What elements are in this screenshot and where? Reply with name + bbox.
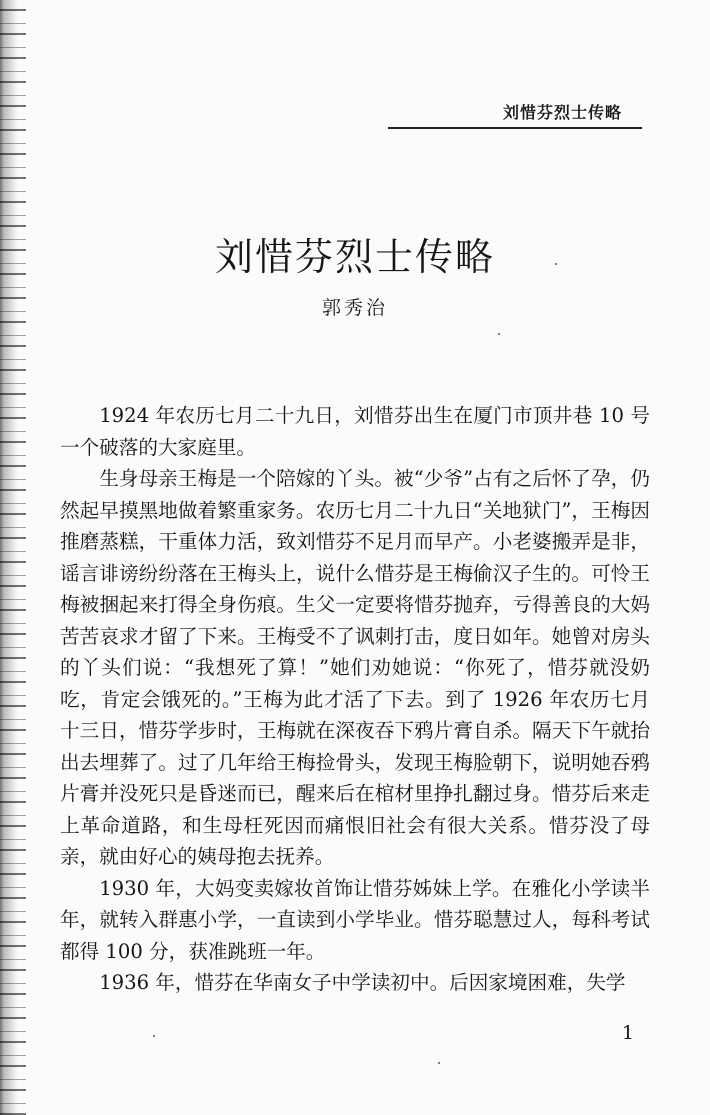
scan-speck	[153, 1035, 155, 1037]
article-title: 刘惜芬烈士传略	[214, 235, 495, 279]
paragraph: 1924 年农历七月二十九日，刘惜芬出生在厦门市顶井巷 10 号一个破落的大家庭里。	[60, 404, 650, 459]
article-body	[60, 400, 650, 999]
article-author: 郭秀治	[321, 297, 388, 319]
scan-speck	[438, 1062, 440, 1064]
paragraph: 1930 年，大妈变卖嫁妆首饰让惜芬姊妹上学。在雅化小学读半年，就转入群惠小学，一直读到小学毕业。惜芬聪慧过人，每科考试都得 100 分，获准跳班一年。	[60, 876, 650, 963]
scan-speck	[555, 263, 557, 265]
running-header-title: 刘惜芬烈士传略	[502, 103, 622, 122]
scan-speck	[498, 333, 500, 335]
scan-binding-edge	[0, 0, 26, 1115]
header-rule	[388, 127, 642, 129]
paragraph: 生身母亲王梅是一个陪嫁的丫头。被“少爷”占有之后怀了孕，仍然起早摸黑地做着繁重家务。农历七月二十九日“关地狱门”，王梅因推磨蒸糕，干重体力活，致刘惜芬不足月而早产。小老婆搬弄是非，谣言诽谤纷纷落在王梅头上，说什么惜芬是王梅偷汉子生的。可怜王梅被捆起来打得全身伤痕。生父一定要将惜芬抛弃，亏得善良的大妈苦苦哀求才留了下来。王梅受不了讽刺打击，度日如年。她曾对房头的丫头们说：“我想死了算！”她们劝她说：“你死了，惜芬就没奶吃，肯定会饿死的。”王梅为此才活了下去。到了 1926 年农历七月十三日，惜芬学步时，王梅就在深夜吞下鸦片膏自杀。隔天下午就抬出去埋葬了。过了几年给王梅捡骨头，发现王梅脸朝下，说明她吞鸦片膏并没死只是昏迷而已，醒来后在棺材里挣扎翻过身。惜芬后来走上革命道路，和生母枉死因而痛恨旧社会有很大关系。惜芬没了母亲，就由好心的姨母抱去抚养。	[60, 467, 650, 868]
paragraph: 1936 年，惜芬在华南女子中学读初中。后因家境困难，失学	[99, 971, 626, 994]
page-number: 1	[621, 1022, 634, 1044]
